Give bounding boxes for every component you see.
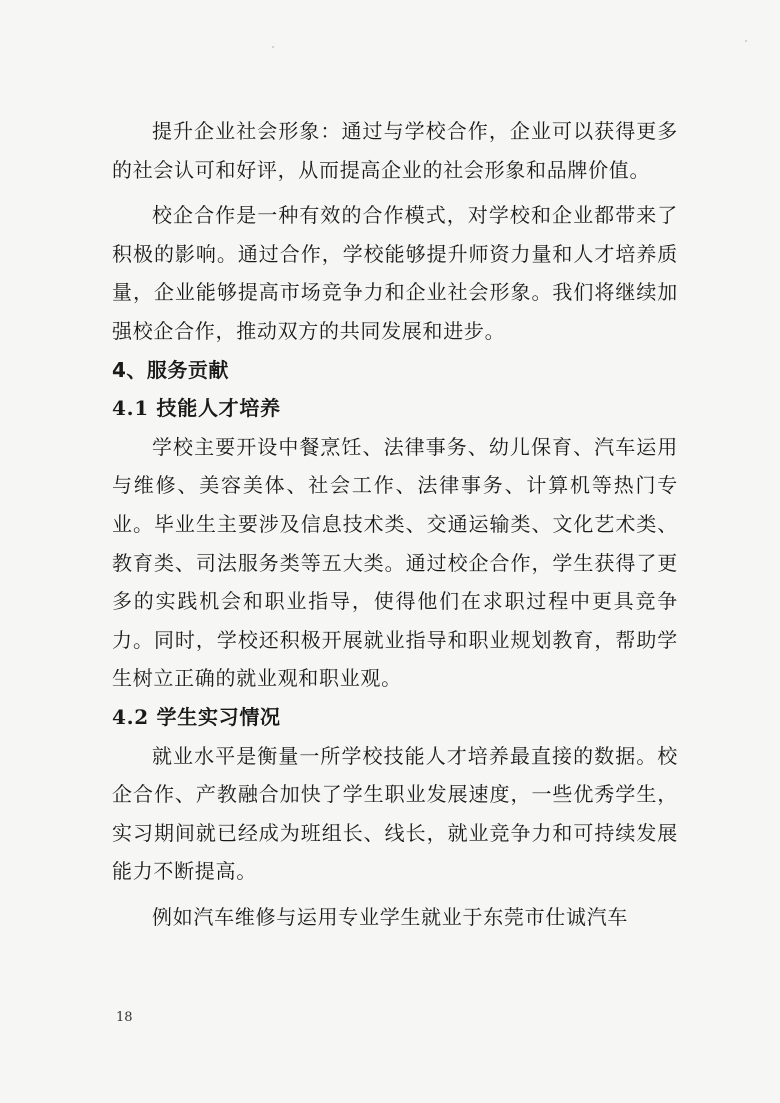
paragraph-social-image: 提升企业社会形象：通过与学校合作，企业可以获得更多的社会认可和好评，从而提高企业的社会形象和品牌价值。 xyxy=(112,119,678,182)
scan-speck xyxy=(745,40,747,42)
paragraph-cooperation-summary: 校企合作是一种有效的合作模式，对学校和企业都带来了积极的影响。通过合作，学校能够提升师资力量和人才培养质量，企业能够提高市场竞争力和企业社会形象。我们将继续加强校企合作，推动双方的共同发展和进步。 xyxy=(112,203,678,343)
subsection-title-skill-training: 4.1 技能人才培养 xyxy=(112,396,281,421)
paragraph-auto-repair-example: 例如汽车维修与运用专业学生就业于东莞市仕诚汽车 xyxy=(152,904,629,929)
section-heading-service-contribution: 4、服务贡献 xyxy=(112,357,229,382)
page-content xyxy=(112,112,678,936)
paragraph-skill-training: 学校主要开设中餐烹饪、法律事务、幼儿保育、汽车运用与维修、美容美体、社会工作、法律事务、计算机等热门专业。毕业生主要涉及信息技术类、交通运输类、文化艺术类、教育类、司法服务类等五大类。通过校企合作，学生获得了更多的实践机会和职业指导，使得他们在求职过程中更具竞争力。同时，学校还积极开展就业指导和职业规划教育，帮助学生树立正确的就业观和职业观。 xyxy=(112,434,678,691)
subsection-title-internship: 4.2 学生实习情况 xyxy=(112,704,281,729)
scan-speck xyxy=(272,46,274,48)
paragraph-employment-level: 就业水平是衡量一所学校技能人才培养最直接的数据。校企合作、产教融合加快了学生职业发展速度，一些优秀学生，实习期间就已经成为班组长、线长，就业竞争力和可持续发展能力不断提高。 xyxy=(112,743,678,884)
page-number: 18 xyxy=(116,1010,133,1025)
